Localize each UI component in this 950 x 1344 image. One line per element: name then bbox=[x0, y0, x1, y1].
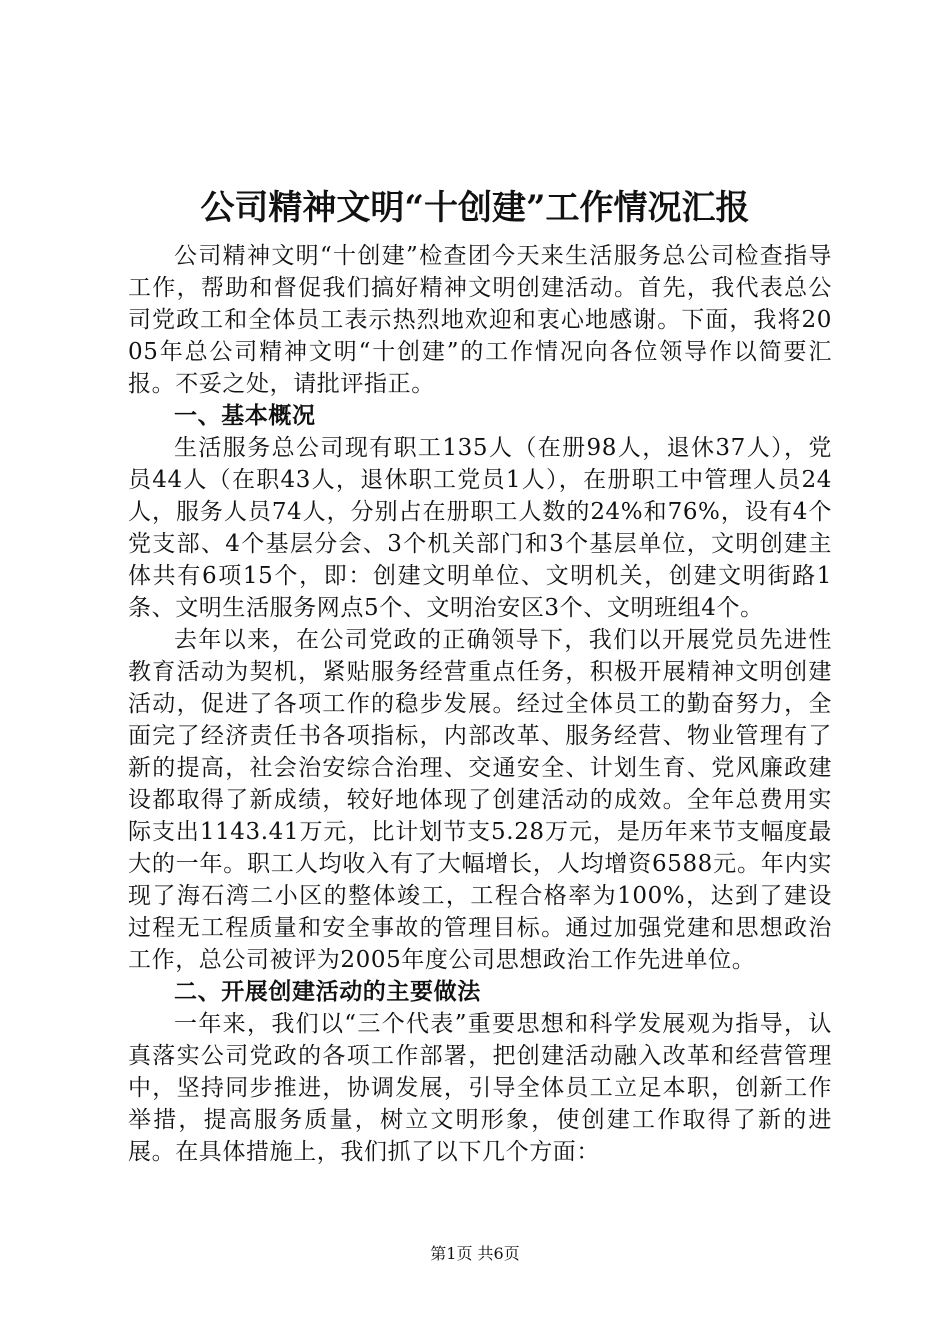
intro-paragraph: 公司精神文明“十创建”检查团今天来生活服务总公司检查指导工作，帮助和督促我们搞好精神文明创建活动。首先，我代表总公司党政工和全体员工表示热烈地欢迎和衷心地感谢。下面，我将2005年总公司精神文明“十创建”的工作情况向各位领导作以简要汇报。不妥之处，请批评指正。 bbox=[128, 243, 832, 397]
overview-paragraph: 生活服务总公司现有职工135人（在册98人，退休37人），党员44人（在职43人，退休职工党员1人），在册职工中管理人员24人，服务人员74人，分别占在册职工人数的24%和76%，设有4个党支部、4个基层分会、3个机关部门和3个基层单位，文明创建主体共有6项15个，即：创建文明单位、文明机关，创建文明街路1条、文明生活服务网点5个、文明治安区3个、文明班组4个。 bbox=[128, 435, 832, 621]
document-title: 公司精神文明“十创建”工作情况汇报 bbox=[200, 188, 750, 228]
section-heading-methods: 二、开展创建活动的主要做法 bbox=[174, 978, 481, 1005]
methods-paragraph: 一年来，我们以“三个代表”重要思想和科学发展观为指导，认真落实公司党政的各项工作部署，把创建活动融入改革和经营管理中，坚持同步推进，协调发展，引导全体员工立足本职，创新工作举措，提高服务质量，树立文明形象，使创建工作取得了新的进展。在具体措施上，我们抓了以下几个方面： bbox=[128, 1011, 832, 1165]
achievements-paragraph: 去年以来，在公司党政的正确领导下，我们以开展党员先进性教育活动为契机，紧贴服务经营重点任务，积极开展精神文明创建活动，促进了各项工作的稳步发展。经过全体员工的勤奋努力，全面完了经济责任书各项指标，内部改革、服务经营、物业管理有了新的提高，社会治安综合治理、交通安全、计划生育、党风廉政建设都取得了新成绩，较好地体现了创建活动的成效。全年总费用实际支出1143.41万元，比计划节支5.28万元，是历年来节支幅度最大的一年。职工人均收入有了大幅增长，人均增资6588元。年内实现了海石湾二小区的整体竣工，工程合格率为100%，达到了建设过程无工程质量和安全事故的管理目标。通过加强党建和思想政治工作，总公司被评为2005年度公司思想政治工作先进单位。 bbox=[128, 627, 832, 973]
page-number-footer: 第1页 共6页 bbox=[430, 1244, 520, 1263]
document-body bbox=[128, 240, 832, 1168]
section-heading-overview: 一、基本概况 bbox=[174, 402, 316, 429]
